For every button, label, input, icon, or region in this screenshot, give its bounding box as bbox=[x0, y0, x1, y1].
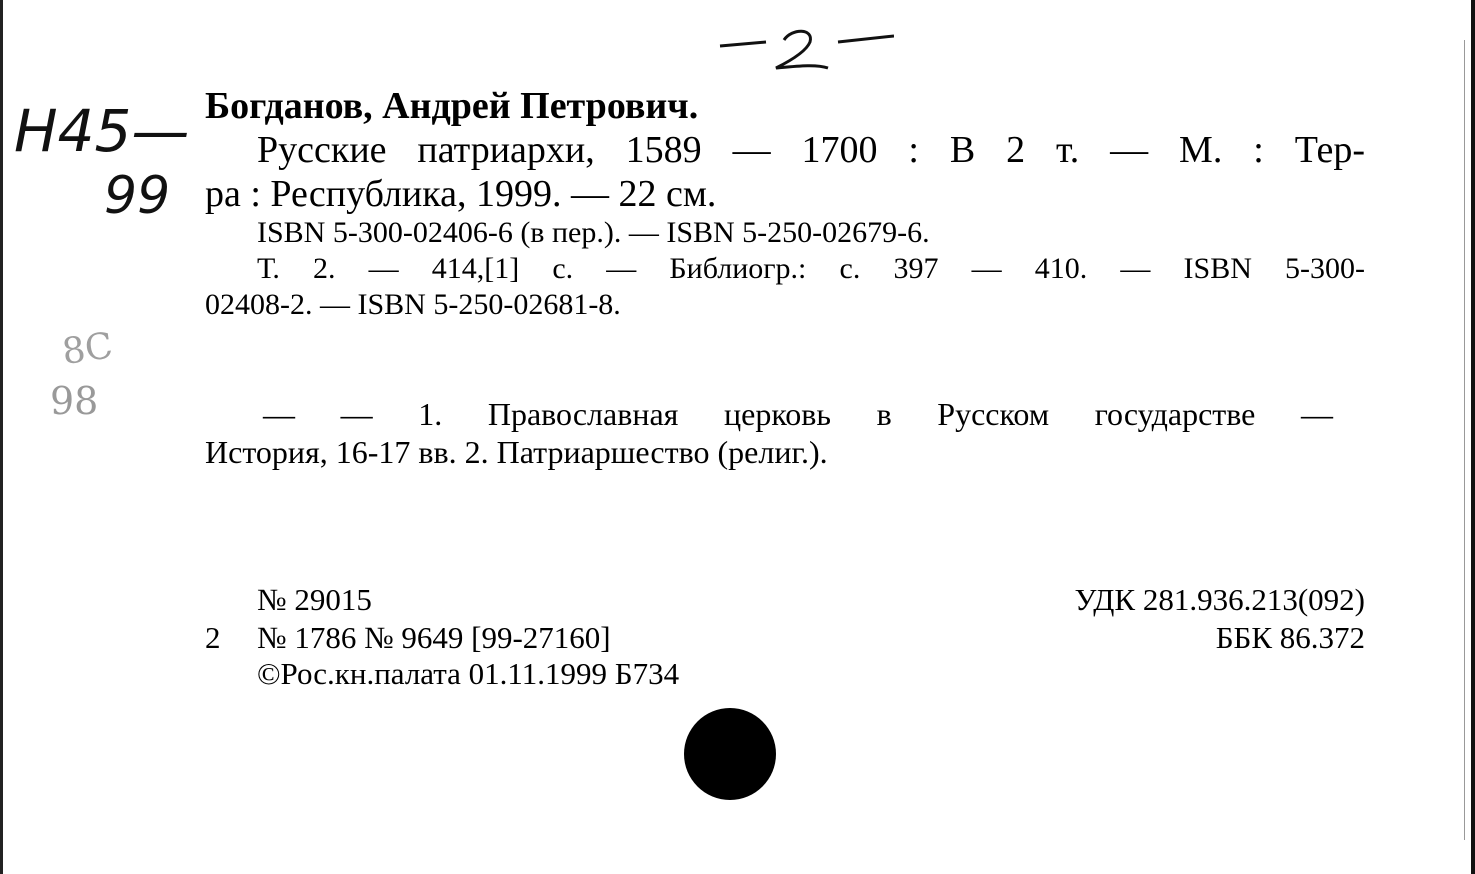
volume-line-2: 02408-2. — ISBN 5-250-02681-8. bbox=[205, 288, 621, 321]
copies-count: 2 bbox=[205, 620, 221, 655]
record-number: № 29015 bbox=[257, 582, 372, 617]
faint-stamp-mark bbox=[48, 318, 120, 422]
copyright-line: ©Рос.кн.палата 01.11.1999 Б734 bbox=[257, 656, 680, 691]
udk-code: УДК 281.936.213(092) bbox=[1074, 582, 1365, 617]
svg-text:8С: 8С bbox=[59, 325, 116, 374]
subjects-line-1: — — 1. Православная церковь в Русском государстве — bbox=[263, 396, 1333, 432]
isbn-line: ISBN 5-300-02406-6 (в пер.). — ISBN 5-250-02679-6. bbox=[257, 216, 930, 249]
card-fold-line bbox=[1464, 40, 1465, 840]
shelf-mark-line2: 99 bbox=[104, 166, 171, 226]
svg-text:98: 98 bbox=[50, 379, 99, 422]
shelf-mark-line1: Н45— bbox=[14, 97, 190, 165]
title-line-1: Русские патриархи, 1589 — 1700 : В 2 т. — М. : Тер- bbox=[257, 129, 1365, 171]
card-right-edge bbox=[1471, 0, 1475, 874]
bbk-code: ББК 86.372 bbox=[1215, 620, 1365, 655]
sheet-number-handwritten bbox=[718, 22, 894, 72]
subjects-line-2: История, 16-17 вв. 2. Патриаршество (религ.). bbox=[205, 434, 828, 470]
volume-line-1: Т. 2. — 414,[1] с. — Библиогр.: с. 397 — 410. — ISBN 5-300- bbox=[257, 252, 1365, 285]
registration-numbers: № 1786 № 9649 [99-27160] bbox=[257, 620, 611, 655]
card-left-edge bbox=[0, 0, 3, 874]
title-line-2: ра : Республика, 1999. — 22 см. bbox=[205, 173, 717, 215]
author-heading: Богданов, Андрей Петрович. bbox=[205, 85, 699, 127]
card-punch-hole bbox=[684, 708, 776, 800]
